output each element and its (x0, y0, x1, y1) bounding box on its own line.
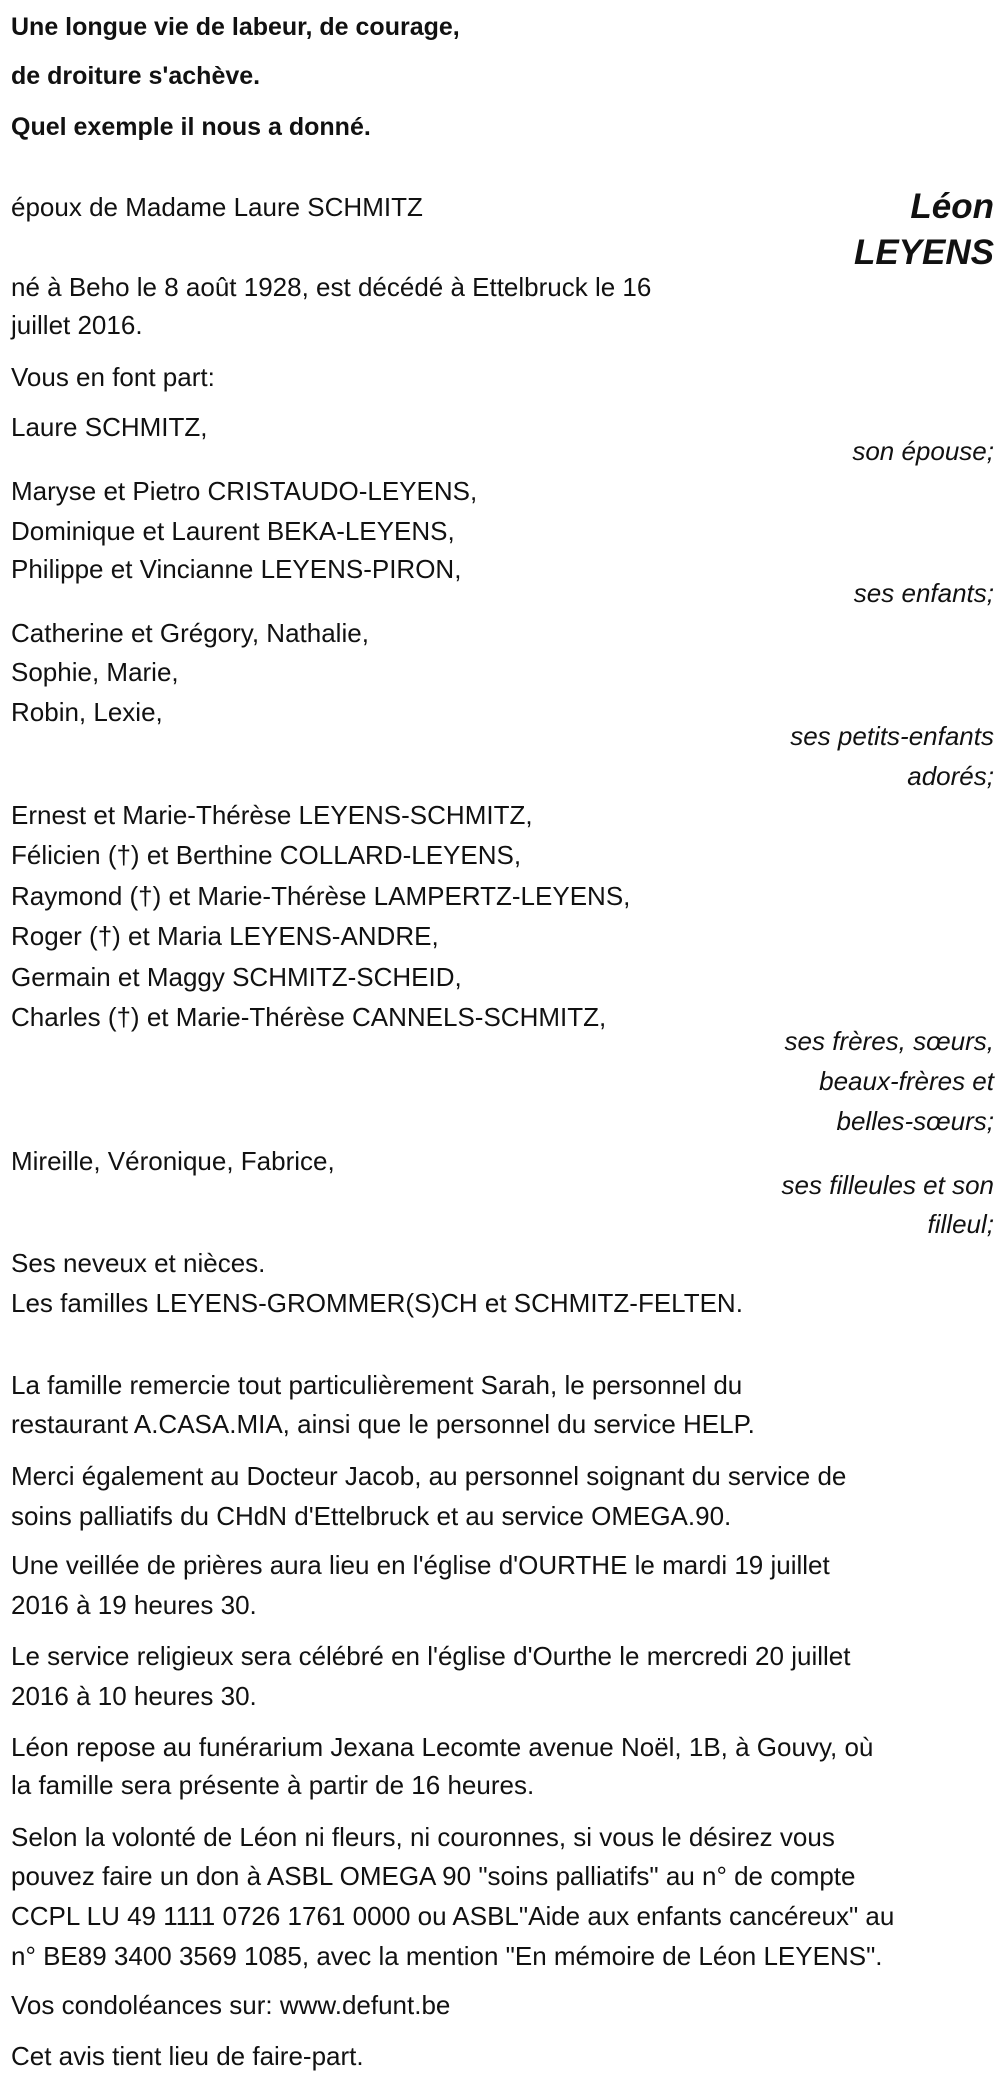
paragraph-line: la famille sera présente à partir de 16 heures. (11, 1770, 535, 1800)
paragraph-line: Selon la volonté de Léon ni fleurs, ni couronnes, si vous le désirez vous (11, 1822, 835, 1852)
announce-line: Vous en font part: (11, 362, 215, 392)
family-relation: filleul; (927, 1209, 994, 1239)
paragraph-line: La famille remercie tout particulièrement Sarah, le personnel du (11, 1370, 743, 1400)
family-name: Dominique et Laurent BEKA-LEYENS, (11, 516, 455, 546)
deceased-name (854, 184, 994, 276)
family-relation: adorés; (907, 761, 994, 791)
paragraph-line: Merci également au Docteur Jacob, au personnel soignant du service de (11, 1461, 847, 1491)
paragraph-line: soins palliatifs du CHdN d'Ettelbruck et au service OMEGA.90. (11, 1501, 732, 1531)
paragraph-line: Une veillée de prières aura lieu en l'église d'OURTHE le mardi 19 juillet (11, 1550, 830, 1580)
family-relation: beaux-frères et (819, 1066, 994, 1096)
family-name: Sophie, Marie, (11, 657, 179, 687)
paragraph-line: 2016 à 10 heures 30. (11, 1681, 257, 1711)
family-relation: son épouse; (852, 436, 994, 466)
deceased-last-name: LEYENS (853, 233, 994, 272)
paragraph-line: 2016 à 19 heures 30. (11, 1590, 257, 1620)
paragraph-line: restaurant A.CASA.MIA, ainsi que le personnel du service HELP. (11, 1409, 755, 1439)
family-name: Philippe et Vincianne LEYENS-PIRON, (11, 554, 462, 584)
paragraph-line: n° BE89 3400 3569 1085, avec la mention "En mémoire de Léon LEYENS". (11, 1941, 883, 1971)
family-name: Mireille, Véronique, Fabrice, (11, 1146, 335, 1176)
family-name: Raymond (†) et Marie-Thérèse LAMPERTZ-LEYENS, (11, 881, 631, 911)
condolences-line: Vos condoléances sur: www.defunt.be (11, 1990, 451, 2020)
others-line: Ses neveux et nièces. (11, 1248, 266, 1278)
paragraph-line: pouvez faire un don à ASBL OMEGA 90 "soins palliatifs" au n° de compte (11, 1861, 856, 1891)
family-relation: ses frères, sœurs, (784, 1026, 994, 1056)
motto-line: de droiture s'achève. (11, 62, 261, 90)
motto-line: Une longue vie de labeur, de courage, (11, 13, 460, 41)
paragraph-line: Léon repose au funérarium Jexana Lecomte avenue Noël, 1B, à Gouvy, où (11, 1732, 874, 1762)
birth-death-line: né à Beho le 8 août 1928, est décédé à Ettelbruck le 16 (11, 272, 652, 302)
family-name: Catherine et Grégory, Nathalie, (11, 618, 369, 648)
paragraph-line: Le service religieux sera célébré en l'église d'Ourthe le mercredi 20 juillet (11, 1641, 851, 1671)
family-relation: belles-sœurs; (836, 1106, 994, 1136)
closing-line: Cet avis tient lieu de faire-part. (11, 2041, 364, 2071)
family-name: Félicien (†) et Berthine COLLARD-LEYENS, (11, 840, 522, 870)
family-name: Charles (†) et Marie-Thérèse CANNELS-SCHMITZ, (11, 1002, 607, 1032)
spouse-line: époux de Madame Laure SCHMITZ (11, 192, 423, 222)
family-name: Robin, Lexie, (11, 697, 163, 727)
family-name: Maryse et Pietro CRISTAUDO-LEYENS, (11, 476, 478, 506)
family-relation: ses petits-enfants (790, 721, 994, 751)
family-name: Germain et Maggy SCHMITZ-SCHEID, (11, 962, 462, 992)
birth-death-line: juillet 2016. (11, 310, 143, 340)
family-relation: ses enfants; (853, 578, 994, 608)
paragraph-line: CCPL LU 49 1111 0726 1761 0000 ou ASBL"Aide aux enfants cancéreux" au (11, 1901, 895, 1931)
family-name: Laure SCHMITZ, (11, 412, 208, 442)
deceased-first-name: Léon (910, 187, 994, 226)
family-relation: ses filleules et son (781, 1170, 994, 1200)
family-name: Ernest et Marie-Thérèse LEYENS-SCHMITZ, (11, 800, 533, 830)
motto-line: Quel exemple il nous a donné. (11, 113, 371, 141)
others-line: Les familles LEYENS-GROMMER(S)CH et SCHMITZ-FELTEN. (11, 1288, 743, 1318)
family-name: Roger (†) et Maria LEYENS-ANDRE, (11, 921, 439, 951)
